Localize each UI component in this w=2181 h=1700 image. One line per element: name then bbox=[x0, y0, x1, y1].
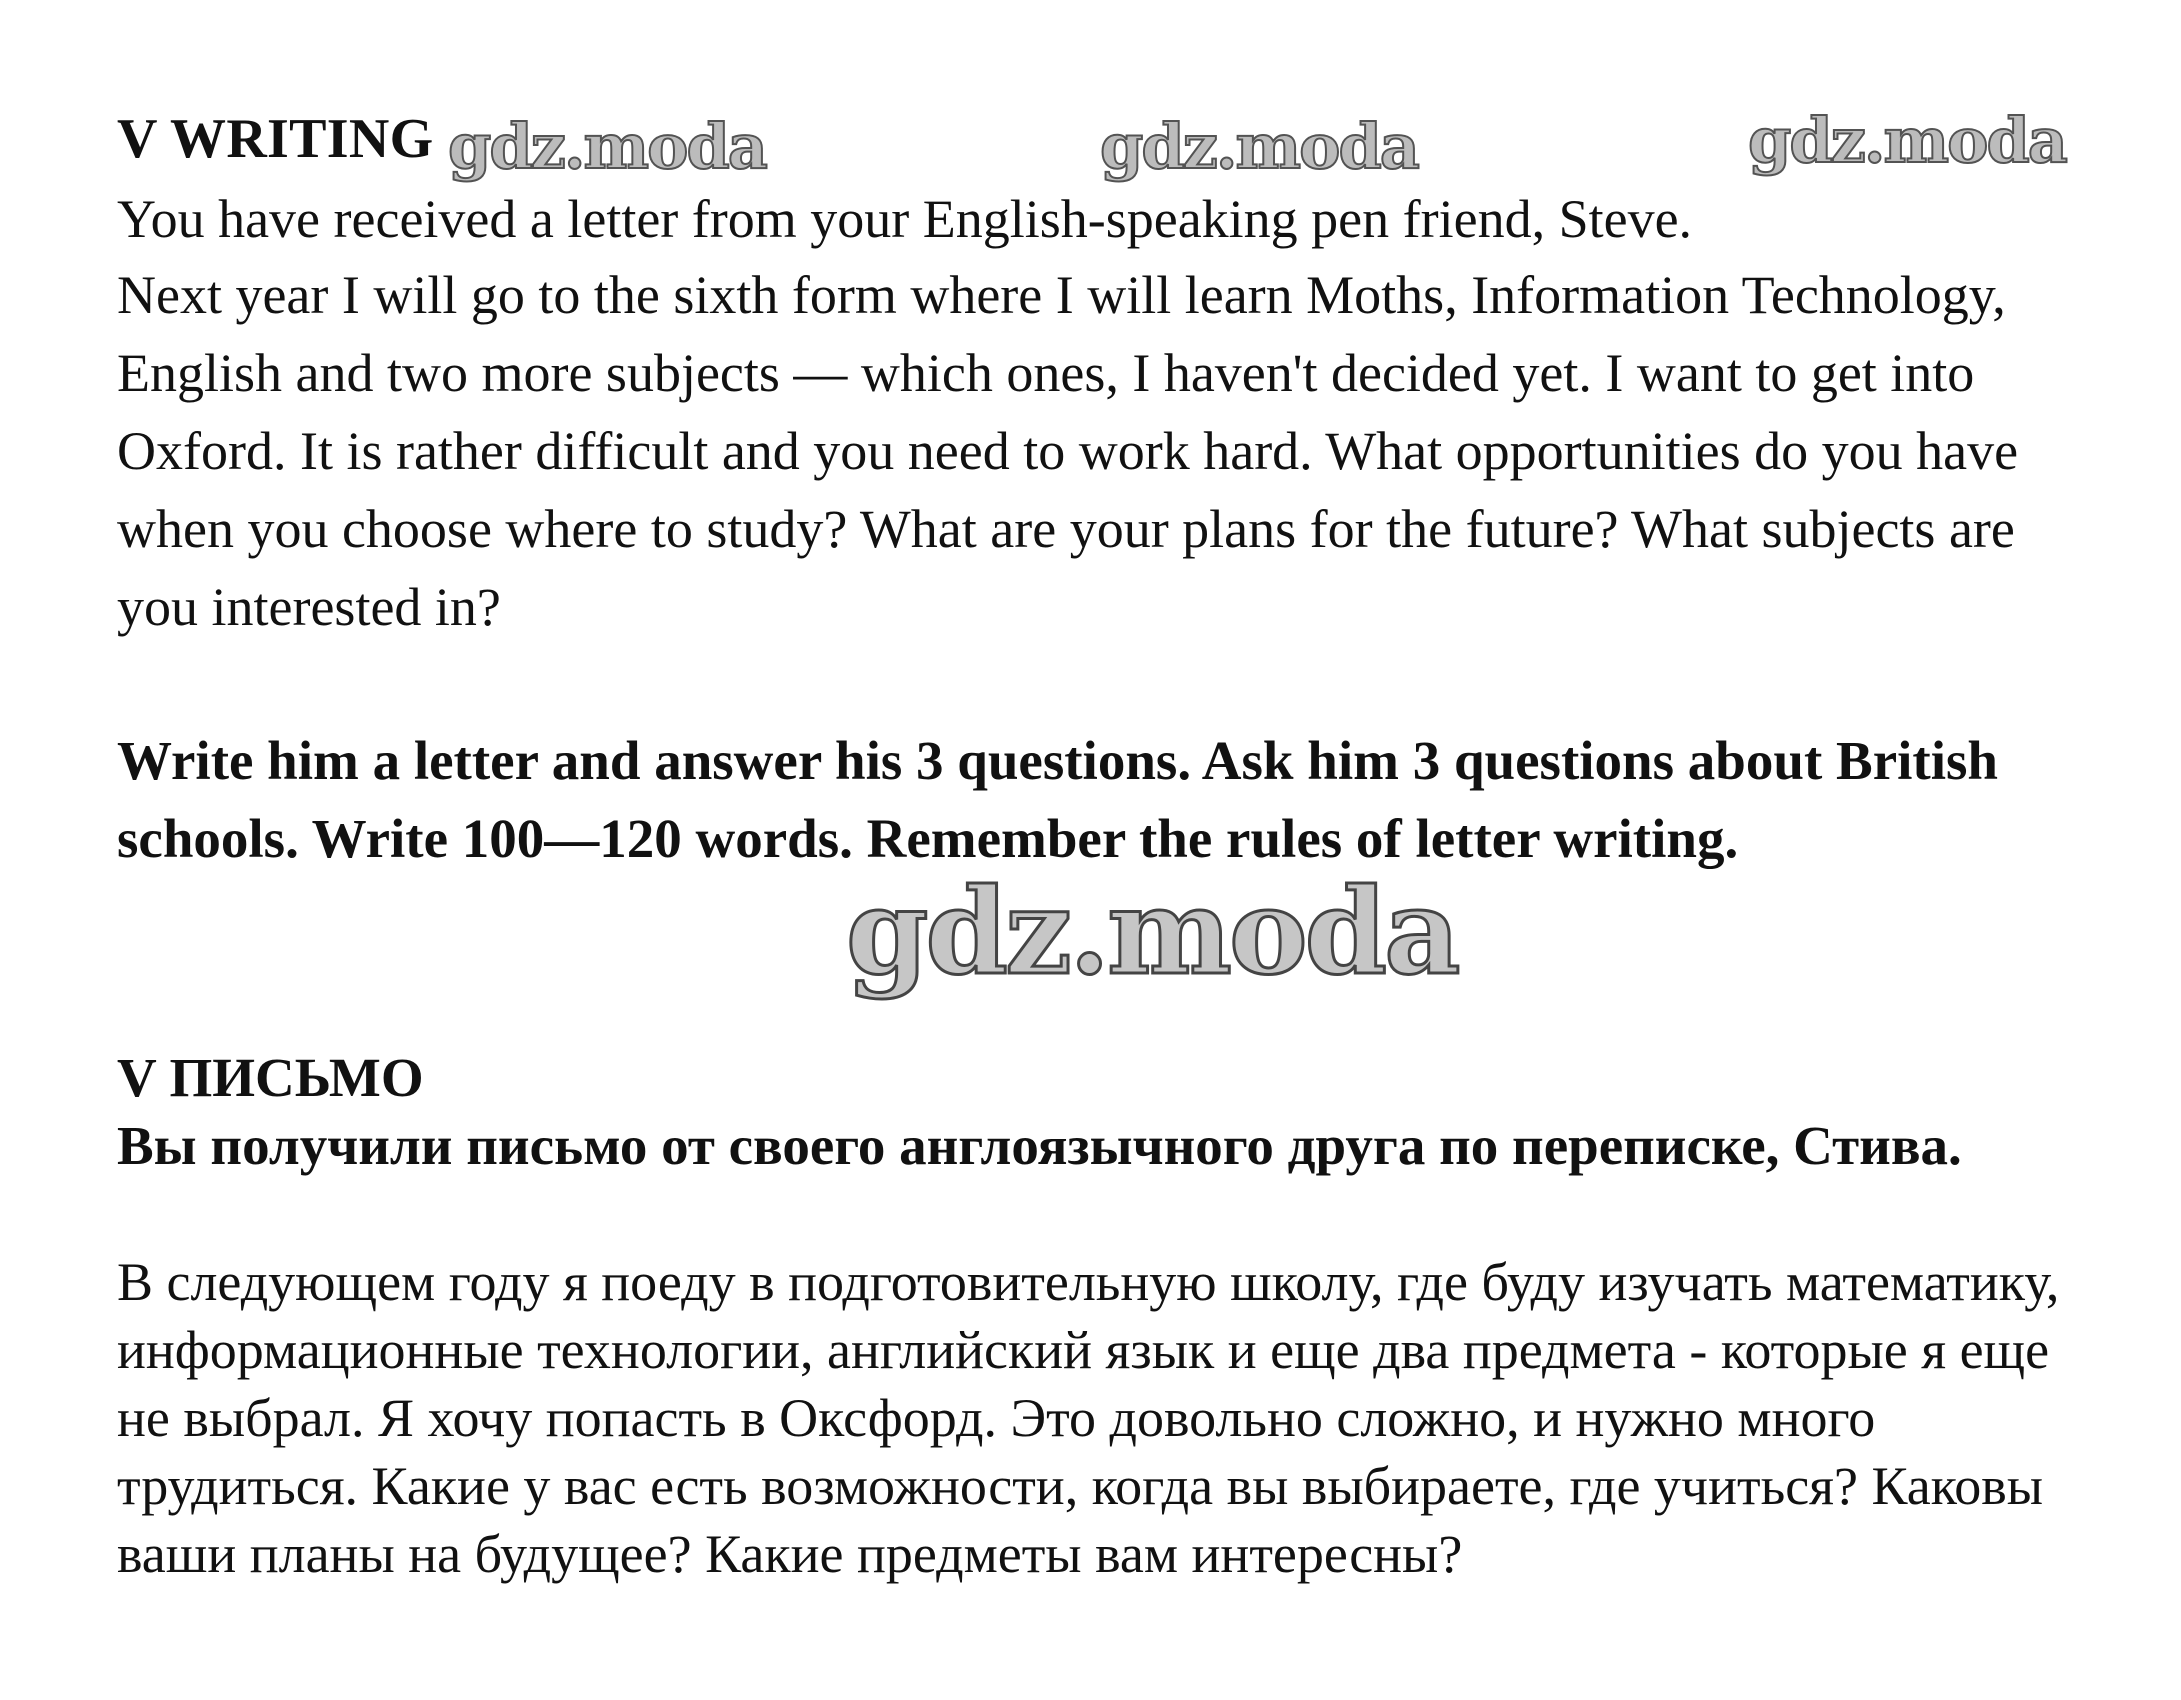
watermark-logo: gdz.moda bbox=[448, 110, 766, 183]
watermark-logo: gdz.moda bbox=[1100, 110, 1418, 183]
russian-letter-text: В следующем году я поеду в подготовительную школу, где буду изучать математику, информационные технологии, английский язык и еще два предмета - которые я еще не выбрал. Я хочу попасть в Оксфорд. Это довольно сложно, и нужно много трудиться. Какие у вас есть возможности, когда вы выбираете, где учиться? Каковы ваши планы на будущее? Какие предметы вам интересны? bbox=[117, 1252, 2060, 1584]
watermark-logo-large: gdz.moda bbox=[846, 862, 1458, 1001]
watermark-logo: gdz.moda bbox=[1748, 104, 2066, 177]
english-task-instructions: Write him a letter and answer his 3 questions. Ask him 3 questions about British schools. Write 100—120 words. Remember the rules of letter writing. bbox=[117, 730, 1998, 869]
english-letter-text: Next year I will go to the sixth form where I will learn Moths, Information Technology, English and two more subjects — which ones, I haven't decided yet. I want to get into Oxford. It is rather difficult and you need to work hard. What opportunities do you have when you choose where to study? What are your plans for the future? What subjects are you interested in? bbox=[117, 265, 2019, 637]
english-section-heading: V WRITING bbox=[117, 108, 434, 170]
russian-intro-text: Вы получили письмо от своего англоязычного друга по переписке, Стива. bbox=[117, 1115, 1962, 1176]
english-intro-text: You have received a letter from your English-speaking pen friend, Steve. bbox=[117, 189, 1693, 249]
russian-section-heading: V ПИСЬМО bbox=[117, 1047, 424, 1108]
